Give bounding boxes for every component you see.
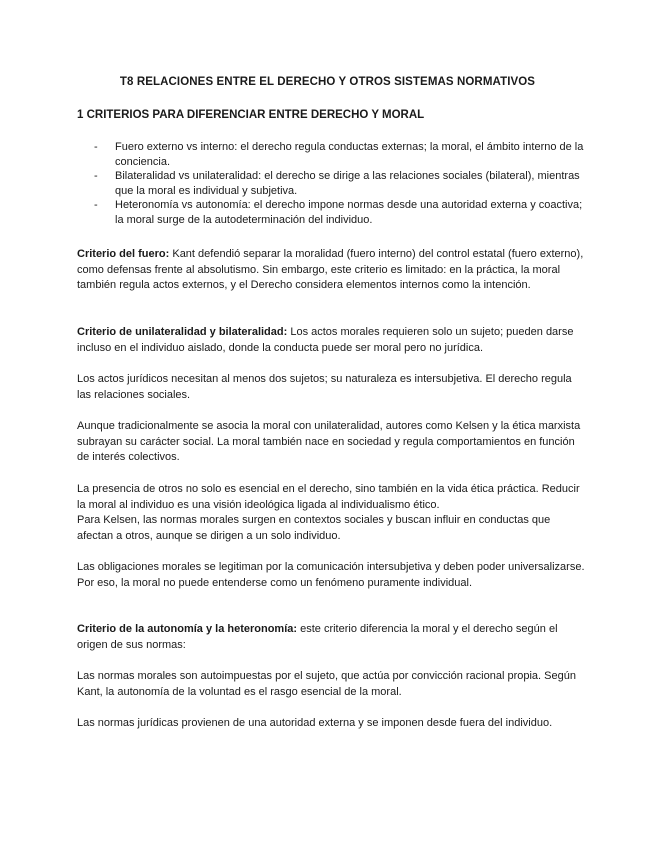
paragraph-obligaciones: Las obligaciones morales se legitiman por la comunicación intersubjetiva y deben poder universalizarse. Por eso, la moral no puede entenderse como un fenómeno puramente individual.: [77, 561, 585, 589]
paragraph-normas-juridicas: Las normas jurídicas provienen de una autoridad externa y se imponen desde fuera del individuo.: [77, 717, 553, 729]
paragraph-text: este criterio diferencia la moral y el derecho según el origen de sus normas:: [77, 623, 558, 651]
paragraph-fuero: [77, 247, 587, 294]
paragraph-actos-juridicos: Los actos jurídicos necesitan al menos dos sujetos; su naturaleza es intersubjetiva. El derecho regula las relaciones sociales.: [77, 373, 572, 401]
bullet-dash: -: [94, 199, 98, 212]
bullet-dash: -: [94, 170, 98, 183]
criteria-list: [77, 140, 587, 228]
paragraph-presencia-2: Para Kelsen, las normas morales surgen en contextos sociales y buscan influir en conductas que afectan a otros, aunque se dirigen a un solo individuo.: [77, 514, 551, 542]
paragraph-normas-morales: Las normas morales son autoimpuestas por el sujeto, que actúa por convicción racional propia. Según Kant, la autonomía de la voluntad es el rasgo esencial de la moral.: [77, 670, 576, 698]
paragraph-tradicionalmente: Aunque tradicionalmente se asocia la moral con unilateralidad, autores como Kelsen y la ética marxista subrayan su carácter social. La moral también nace en sociedad y regula comportamientos en función de interés colectivos.: [77, 420, 581, 464]
paragraph-lead: Criterio de unilateralidad y bilateralidad:: [77, 326, 288, 338]
paragraph-lead: Criterio del fuero:: [77, 248, 170, 260]
list-item-text: Fuero externo vs interno: el derecho regula conductas externas; la moral, el ámbito interno de la conciencia.: [115, 141, 584, 168]
list-item: [77, 140, 587, 169]
list-item-text: Heteronomía vs autonomía: el derecho impone normas desde una autoridad externa y coactiva; la moral surge de la autodeterminación del individuo.: [115, 199, 583, 226]
list-item: [77, 169, 587, 198]
list-item-text: Bilateralidad vs unilateralidad: el derecho se dirige a las relaciones sociales (bilateral), mientras que la moral es individual y subjetiva.: [115, 170, 580, 197]
document-title: T8 RELACIONES ENTRE EL DERECHO Y OTROS SISTEMAS NORMATIVOS: [119, 76, 536, 88]
bullet-dash: -: [94, 141, 98, 153]
paragraph-autonomia: [77, 622, 587, 653]
paragraph-presencia-1: La presencia de otros no solo es esencial en el derecho, sino también en la vida ética práctica. Reducir la moral al individuo es una visión ideológica ligada al individualismo ético.: [77, 483, 580, 511]
paragraph-text: Los actos morales requieren solo un sujeto; pueden darse incluso en el individuo aislado, donde la conducta puede ser moral pero no jurídica.: [77, 326, 574, 354]
list-item: [77, 198, 587, 227]
paragraph-lead: Criterio de la autonomía y la heteronomía:: [77, 623, 298, 635]
section-heading: 1 CRITERIOS PARA DIFERENCIAR ENTRE DERECHO Y MORAL: [77, 109, 425, 121]
paragraph-text: Kant defendió separar la moralidad (fuero interno) del control estatal (fuero externo), como defensas frente al absolutismo. Sin embargo, este criterio es limitado: en la práctica, la moral también regula actos externos, y el Derecho considera elementos internos como la intención.: [77, 248, 584, 292]
paragraph-unilateralidad: [77, 325, 587, 356]
